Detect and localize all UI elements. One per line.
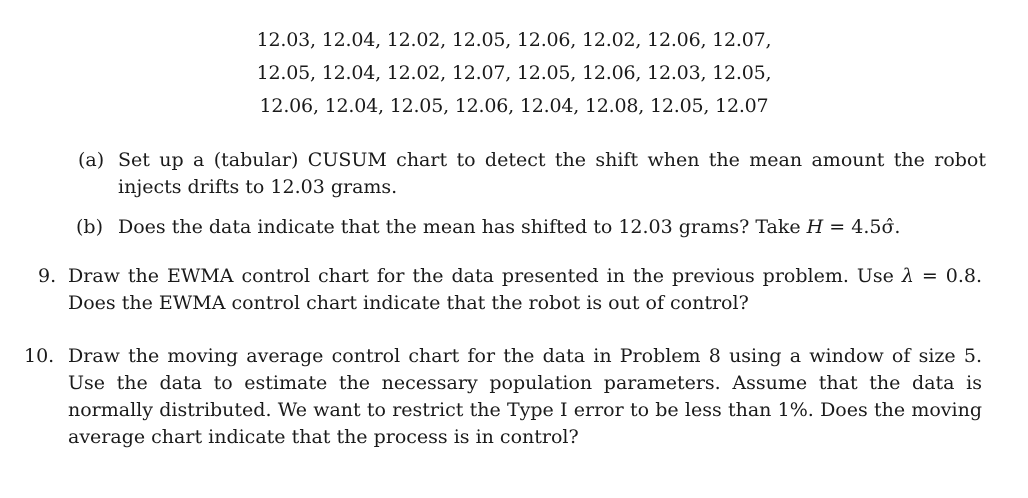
subpart-b-text-before: Does the data indicate that the mean has shifted to 12.03 grams? Take: [118, 216, 807, 238]
subpart-b-text: [118, 214, 988, 241]
problem-9-math-var: λ: [901, 265, 914, 287]
problem-9-text-before: Draw the EWMA control chart for the data presented in the previous problem. Use: [68, 265, 902, 287]
data-values-block: [0, 24, 1028, 123]
subpart-b-math-var: H: [806, 216, 824, 238]
subpart-a-text: Set up a (tabular) CUSUM chart to detect the shift when the mean amount the robot injects drifts to 12.03 grams.: [118, 149, 986, 198]
subpart-b-label: (b): [76, 216, 103, 238]
data-values-line-2: 12.05, 12.04, 12.02, 12.07, 12.05, 12.06, 12.03, 12.05,: [256, 62, 772, 84]
data-values-line-1: 12.03, 12.04, 12.02, 12.05, 12.06, 12.02, 12.06, 12.07,: [256, 29, 772, 51]
problem-10-number: 10.: [24, 345, 55, 367]
problem-9-number: 9.: [38, 265, 57, 287]
subpart-a: [78, 147, 988, 203]
problem-10: [24, 343, 984, 455]
problem-9: [38, 263, 984, 319]
problem-10-text: Draw the moving average control chart for the data in Problem 8 using a window of size 5. Use the data to estimate the necessary population parameters. Assume that the data is normally distributed. We want to restrict the Type I error to be less than 1%. Does the moving average chart indicate that the process is in control?: [68, 345, 982, 448]
subpart-a-label: (a): [78, 149, 105, 171]
problem-9-text: [68, 263, 982, 317]
subpart-b-math-rest: = 4.5σ̂.: [823, 216, 901, 238]
data-values-line-3: 12.06, 12.04, 12.05, 12.06, 12.04, 12.08, 12.05, 12.07: [259, 95, 769, 117]
problem-9-text-after: = 0.8. Does the EWMA control chart indicate that the robot is out of control?: [68, 265, 982, 314]
subpart-b: [76, 214, 988, 242]
